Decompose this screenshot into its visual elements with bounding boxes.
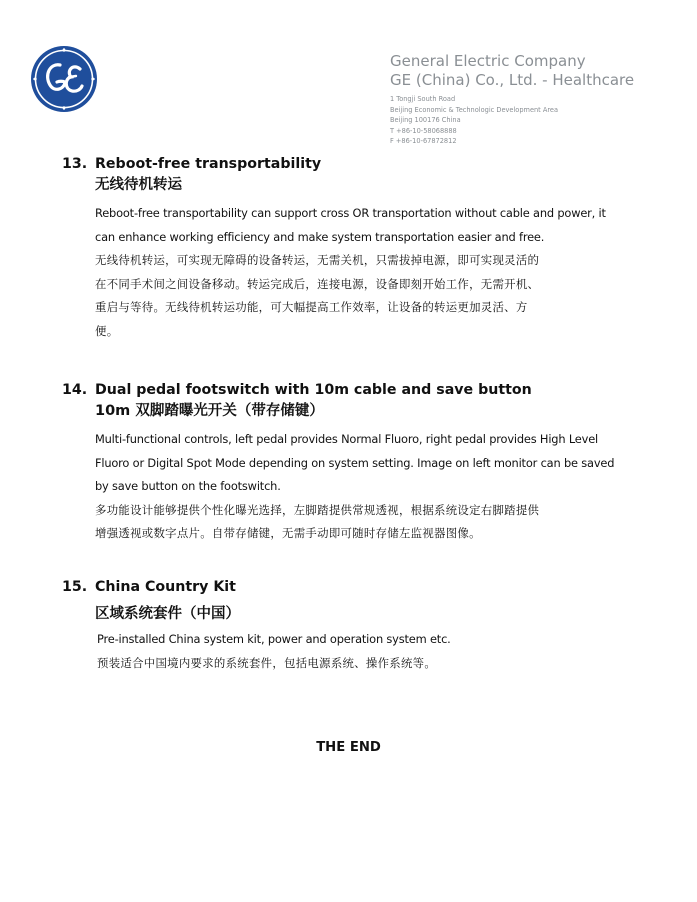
section-body: [95, 202, 642, 344]
company-division: GE (China) Co., Ltd. - Healthcare: [390, 71, 635, 89]
company-header: [390, 52, 634, 147]
ge-monogram-icon: [30, 45, 98, 113]
body-text-en: Pre-installed China system kit, power and operation system etc.: [97, 632, 451, 646]
section-heading: [62, 154, 642, 174]
section-14: [62, 380, 642, 546]
section-title-en: Reboot-free transportability: [95, 156, 322, 172]
ge-logo: [30, 45, 98, 113]
body-text-cn: 预装适合中国境内要求的系统套件，包括电源系统、操作系统等。: [97, 655, 437, 670]
section-title-cn: 区域系统套件（中国）: [95, 606, 240, 622]
address-line: 1 Tongji South Road: [390, 95, 456, 103]
phone-line: T +86-10-58068888: [390, 126, 457, 135]
company-address: [390, 94, 634, 147]
section-number: 15.: [62, 579, 88, 595]
section-title-en: Dual pedal footswitch with 10m cable and save button: [95, 382, 532, 398]
body-text-en: Reboot-free transportability can support cross OR transportation without cable and power, it can enhance working efficiency and make system transportation easier and free.: [95, 206, 606, 244]
section-body: [95, 428, 642, 546]
section-heading: [62, 577, 642, 597]
body-text-cn: 多功能设计能够提供个性化曝光选择，左脚踏提供常规透视，根据系统设定右脚踏提供 增强透视或数字点片。自带存储键，无需手动即可随时存储左监视器图像。: [95, 502, 540, 541]
address-line: Beijing Economic & Technologic Development Area: [390, 105, 559, 114]
section-title-cn: 无线待机转运: [95, 177, 182, 193]
section-13: [62, 154, 642, 344]
company-name: General Electric Company: [390, 52, 586, 70]
address-line: Beijing 100176 China: [390, 116, 461, 125]
section-15: [62, 577, 642, 675]
section-title-cn: 10m 双脚踏曝光开关（带存储键）: [95, 403, 324, 419]
section-number: 14.: [62, 382, 88, 398]
body-text-cn: 无线待机转运，可实现无障碍的设备转运，无需关机，只需拔掉电源，即可实现灵活的 在不同手术间之间设备移动。转运完成后，连接电源，设备即刻开始工作，无需开机、 重启与等待。无线待机转运功能，可大幅提高工作效率，让设备的转运更加灵活、方 便。: [95, 253, 540, 338]
section-body: [97, 628, 642, 675]
body-text-en: Multi-functional controls, left pedal provides Normal Fluoro, right pedal provides High Level Fluoro or Digital Spot Mode depending on system setting. Image on left monitor can be saved by save button on the footswitch.: [95, 432, 615, 494]
section-title-en: China Country Kit: [95, 579, 236, 595]
section-number: 13.: [62, 156, 88, 172]
the-end-label: THE END: [316, 740, 381, 755]
fax-line: F +86-10-67872812: [390, 137, 457, 146]
section-heading: [62, 380, 642, 400]
